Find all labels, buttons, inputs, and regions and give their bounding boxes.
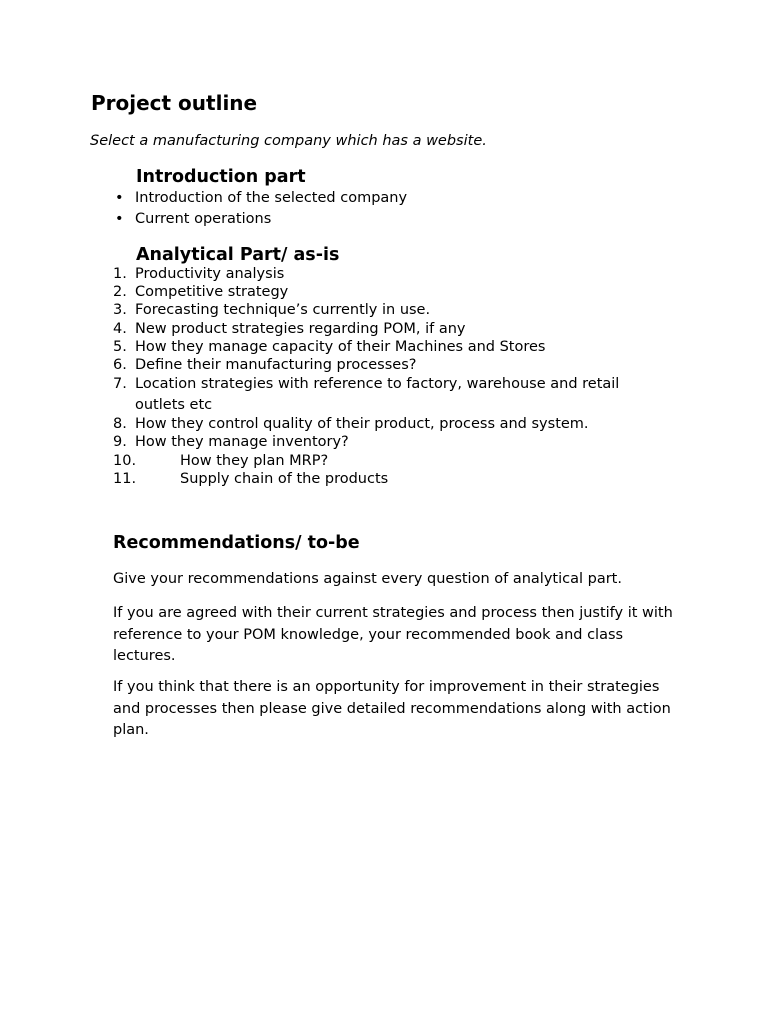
bullet-icon: • (115, 210, 124, 227)
list-item (113, 374, 673, 415)
list-item-text: Supply chain of the products (180, 470, 389, 487)
list-item (113, 320, 673, 338)
list-item (113, 301, 673, 319)
list-item (113, 283, 673, 301)
list-item (113, 452, 673, 470)
subtitle: Select a manufacturing company which has a website. (90, 133, 487, 149)
list-item-text: Define their manufacturing processes? (135, 357, 417, 374)
introduction-list (113, 188, 407, 229)
list-item-text: How they control quality of their product, process and system. (135, 416, 589, 433)
list-number: 2. (113, 284, 127, 301)
list-number: 3. (113, 302, 127, 319)
list-item-text: Current operations (135, 210, 272, 227)
list-item (113, 188, 407, 209)
list-number: 6. (113, 357, 127, 374)
list-item (113, 356, 673, 374)
list-number: 4. (113, 320, 127, 337)
recommendations-heading: Recommendations/ to-be (113, 533, 360, 553)
list-item-text: How they plan MRP? (180, 452, 329, 469)
list-item-text: Introduction of the selected company (135, 190, 408, 206)
list-number: 5. (113, 338, 127, 355)
list-number: 11. (113, 470, 137, 487)
introduction-heading: Introduction part (136, 167, 306, 187)
list-item (113, 470, 673, 488)
list-item (113, 338, 673, 356)
list-number: 7. (113, 376, 127, 393)
recommendation-paragraph: Give your recommendations against every question of analytical part. (113, 571, 622, 587)
list-item-text: New product strategies regarding POM, if any (135, 320, 466, 337)
analytical-heading: Analytical Part/ as-is (136, 245, 340, 265)
page-title: Project outline (91, 91, 258, 115)
list-number: 8. (113, 416, 127, 433)
list-item-text: Competitive strategy (135, 284, 289, 301)
list-item (113, 209, 407, 230)
recommendation-paragraph: If you are agreed with their current strategies and process then justify it with reference to your POM knowledge, your recommended book and class lectures. (113, 605, 673, 664)
list-number: 9. (113, 434, 127, 451)
list-number: 1. (113, 266, 127, 282)
list-item (113, 415, 673, 433)
list-number: 10. (113, 452, 137, 469)
bullet-icon: • (115, 190, 124, 206)
list-item-text: Productivity analysis (135, 266, 285, 282)
list-item-text: How they manage inventory? (135, 434, 349, 451)
list-item-text: Forecasting technique’s currently in use. (135, 302, 431, 319)
recommendation-paragraph: If you think that there is an opportunity for improvement in their strategies and processes then please give detailed recommendations along with action plan. (113, 679, 671, 738)
list-item (113, 265, 673, 283)
analytical-list (113, 265, 673, 488)
list-item-text: Location strategies with reference to factory, warehouse and retail outlets etc (135, 376, 620, 413)
list-item-text: How they manage capacity of their Machines and Stores (135, 338, 546, 355)
list-item (113, 433, 673, 451)
